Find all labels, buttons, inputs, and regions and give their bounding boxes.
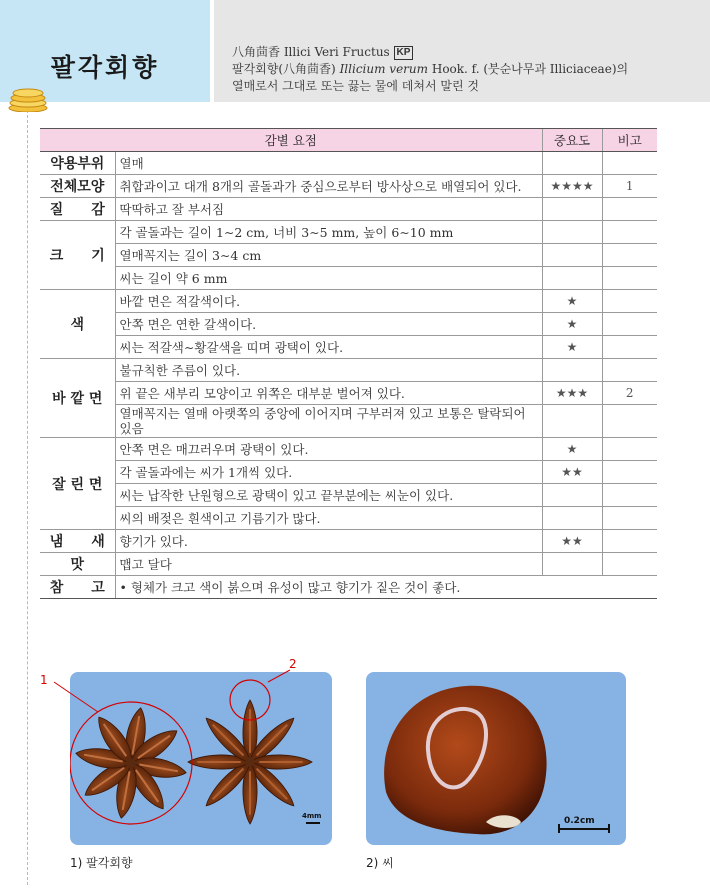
table-row bbox=[40, 244, 657, 267]
importance-rating bbox=[542, 244, 602, 267]
header-description bbox=[232, 44, 628, 95]
table-header-row bbox=[40, 129, 657, 152]
table-row bbox=[40, 553, 657, 576]
row-text: 향기가 있다. bbox=[115, 530, 542, 553]
margin-guide bbox=[27, 110, 28, 885]
importance-rating: ★★ bbox=[542, 461, 602, 484]
star-center bbox=[126, 758, 136, 768]
importance-rating: ★★ bbox=[542, 530, 602, 553]
row-text: 씨의 배젖은 흰색이고 기름기가 많다. bbox=[115, 507, 542, 530]
caption-star-anise: 1) 팔각회향 bbox=[70, 856, 133, 870]
book-stack-icon bbox=[6, 86, 50, 112]
importance-rating bbox=[542, 553, 602, 576]
note-value bbox=[602, 244, 657, 267]
note-value bbox=[602, 221, 657, 244]
note-value: 1 bbox=[602, 175, 657, 198]
follicle-seam bbox=[213, 725, 244, 756]
row-label: 맛 bbox=[40, 553, 115, 576]
importance-rating: ★ bbox=[542, 336, 602, 359]
row-text: 안쪽 면은 매끄러우며 광택이 있다. bbox=[115, 438, 542, 461]
table-row bbox=[40, 484, 657, 507]
row-text: 불규칙한 주름이 있다. bbox=[115, 359, 542, 382]
row-text: 각 골돌과에는 씨가 1개씩 있다. bbox=[115, 461, 542, 484]
page-title: 팔각회향 bbox=[50, 53, 160, 82]
row-text: 딱딱하고 잘 부서짐 bbox=[115, 198, 542, 221]
note-value bbox=[602, 507, 657, 530]
header-main: 감별 요점 bbox=[40, 129, 542, 152]
row-text: 열매꼭지는 길이 3∼4 cm bbox=[115, 244, 542, 267]
importance-rating bbox=[542, 359, 602, 382]
table-row bbox=[40, 438, 657, 461]
row-text: 바깥 면은 적갈색이다. bbox=[115, 290, 542, 313]
species-name: Illicium verum bbox=[339, 62, 429, 76]
row-text: 씨는 길이 약 6 mm bbox=[115, 267, 542, 290]
table-row bbox=[40, 198, 657, 221]
importance-rating bbox=[542, 267, 602, 290]
row-text: 위 끝은 새부리 모양이고 위쪽은 대부분 벌어져 있다. bbox=[115, 382, 542, 405]
row-label: 잘 린 면 bbox=[40, 438, 115, 530]
table-row bbox=[40, 221, 657, 244]
importance-rating bbox=[542, 484, 602, 507]
row-text: 각 골돌과는 길이 1∼2 cm, 너비 3∼5 mm, 높이 6∼10 mm bbox=[115, 221, 542, 244]
note-value bbox=[602, 438, 657, 461]
row-label: 전체모양 bbox=[40, 175, 115, 198]
importance-rating: ★★★ bbox=[542, 382, 602, 405]
row-label: 색 bbox=[40, 290, 115, 359]
row-label: 참 고 bbox=[40, 576, 115, 599]
importance-rating bbox=[542, 507, 602, 530]
table-body bbox=[40, 152, 657, 599]
table-row bbox=[40, 152, 657, 175]
note-value bbox=[602, 359, 657, 382]
importance-rating: ★ bbox=[542, 313, 602, 336]
row-text: 맵고 달다 bbox=[115, 553, 542, 576]
header-line1: 八角茴香 Illici Veri Fructus bbox=[232, 45, 390, 59]
importance-rating bbox=[542, 198, 602, 221]
note-value bbox=[602, 313, 657, 336]
row-text: • 형체가 크고 색이 붉으며 유성이 많고 향기가 짙은 것이 좋다. bbox=[115, 576, 657, 599]
table-row bbox=[40, 382, 657, 405]
table-row bbox=[40, 336, 657, 359]
row-label: 약용부위 bbox=[40, 152, 115, 175]
star-center bbox=[245, 757, 255, 767]
row-label: 질 감 bbox=[40, 198, 115, 221]
table-row bbox=[40, 530, 657, 553]
note-value bbox=[602, 152, 657, 175]
note-value bbox=[602, 267, 657, 290]
row-text: 열매꼭지는 열매 아랫쪽의 중앙에 이어지며 구부러져 있고 보통은 탈락되어 있음 bbox=[115, 405, 542, 438]
note-value bbox=[602, 336, 657, 359]
note-value bbox=[602, 461, 657, 484]
row-label: 냄 새 bbox=[40, 530, 115, 553]
note-value bbox=[602, 553, 657, 576]
importance-rating bbox=[542, 152, 602, 175]
table-row bbox=[40, 576, 657, 599]
header-line2-a: 팔각회향(八角茴香) bbox=[232, 62, 336, 76]
header-note: 비고 bbox=[602, 129, 657, 152]
table-row bbox=[40, 359, 657, 382]
table-row bbox=[40, 461, 657, 484]
header-importance: 중요도 bbox=[542, 129, 602, 152]
row-text: 열매 bbox=[115, 152, 542, 175]
table-row bbox=[40, 290, 657, 313]
follicle-seam bbox=[213, 769, 244, 800]
note-value: 2 bbox=[602, 382, 657, 405]
note-value bbox=[602, 198, 657, 221]
note-value bbox=[602, 405, 657, 438]
marker-2: 2 bbox=[289, 657, 297, 671]
row-label: 크 기 bbox=[40, 221, 115, 290]
header-line2-b: Hook. f. (붓순나무과 Illiciaceae)의 bbox=[431, 62, 629, 76]
follicle-seam bbox=[257, 769, 288, 800]
scale-label-2: 0.2cm bbox=[564, 816, 595, 826]
row-text: 안쪽 면은 연한 갈색이다. bbox=[115, 313, 542, 336]
note-value bbox=[602, 484, 657, 507]
row-label: 바 깥 면 bbox=[40, 359, 115, 438]
table-row bbox=[40, 267, 657, 290]
table-row bbox=[40, 507, 657, 530]
note-value bbox=[602, 530, 657, 553]
follicle-seam bbox=[257, 725, 288, 756]
header-line3: 열매로서 그대로 또는 끓는 물에 데쳐서 말린 것 bbox=[232, 79, 479, 93]
marker-1: 1 bbox=[40, 673, 48, 687]
importance-rating: ★★★★ bbox=[542, 175, 602, 198]
kp-badge: KP bbox=[394, 46, 414, 60]
row-text: 씨는 납작한 난원형으로 광택이 있고 끝부분에는 씨눈이 있다. bbox=[115, 484, 542, 507]
row-text: 씨는 적갈색∼황갈색을 띠며 광택이 있다. bbox=[115, 336, 542, 359]
table-row bbox=[40, 313, 657, 336]
importance-rating bbox=[542, 221, 602, 244]
seed-photo bbox=[366, 672, 626, 845]
importance-rating: ★ bbox=[542, 290, 602, 313]
table-row bbox=[40, 405, 657, 438]
note-value bbox=[602, 290, 657, 313]
identification-table bbox=[40, 128, 657, 599]
caption-seed: 2) 씨 bbox=[366, 856, 394, 870]
importance-rating: ★ bbox=[542, 438, 602, 461]
importance-rating bbox=[542, 405, 602, 438]
row-text: 취합과이고 대개 8개의 골돌과가 중심으로부터 방사상으로 배열되어 있다. bbox=[115, 175, 542, 198]
scale-label-1: 4mm bbox=[302, 812, 322, 820]
table-row bbox=[40, 175, 657, 198]
